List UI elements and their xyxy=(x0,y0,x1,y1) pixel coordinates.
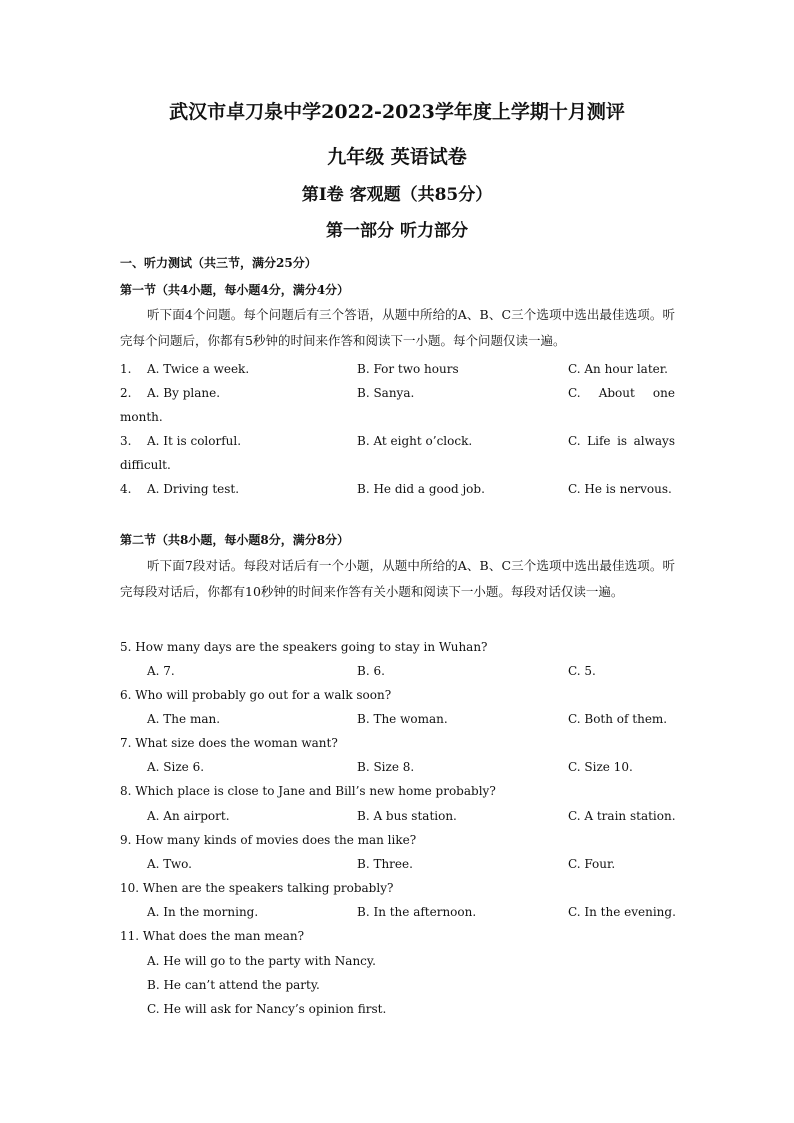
section2-instructions: 听下面7段对话。每段对话后有一个小题，从题中所给的A、B、C三个选项中选出最佳选项。听完每段对话后，你都有10秒钟的时间来作答有关小题和阅读下一小题。每段对话仅读一遍。 xyxy=(120,558,675,599)
option-b: B. In the afternoon. xyxy=(357,905,477,919)
listening-heading: 一、听力测试（共三节，满分25分） xyxy=(120,256,317,270)
part-title: 第一部分 听力部分 xyxy=(326,221,468,241)
section1-instructions: 听下面4个问题。每个问题后有三个答语，从题中所给的A、B、C三个选项中选出最佳选项。听完每个问题后，你都有5秒钟的时间来作答和阅读下一小题。每个问题仅读一遍。 xyxy=(120,307,675,348)
option-b: B. He did a good job. xyxy=(357,482,485,496)
question-11: 11. What does the man mean? xyxy=(120,929,305,943)
option-c: C. An hour later. xyxy=(568,362,668,376)
option-b: B. Three. xyxy=(357,857,413,871)
option-b: B. The woman. xyxy=(357,712,448,726)
option-a: A. Two. xyxy=(147,857,192,871)
question-number: 2. xyxy=(120,386,132,400)
option-a: A. In the morning. xyxy=(147,905,259,919)
question-item-2 xyxy=(120,386,675,410)
option-c: C. Four. xyxy=(568,857,616,871)
option-b: B. For two hours xyxy=(357,362,459,376)
option-a: A. 7. xyxy=(147,664,175,678)
options-row xyxy=(120,905,675,929)
option-c-continuation: month. xyxy=(120,410,163,424)
option-b: B. At eight o’clock. xyxy=(357,434,473,448)
question-5: 5. How many days are the speakers going to stay in Wuhan? xyxy=(120,640,488,654)
options-row xyxy=(120,712,675,736)
option-c-continuation: difficult. xyxy=(120,458,171,472)
option-b: B. 6. xyxy=(357,664,385,678)
question-8: 8. Which place is close to Jane and Bill’s new home probably? xyxy=(120,784,496,798)
option-c: C. He is nervous. xyxy=(568,482,672,496)
option-a: A. It is colorful. xyxy=(147,434,242,448)
volume-title: 第I卷 客观题（共85分） xyxy=(301,185,493,205)
option-a: A. He will go to the party with Nancy. xyxy=(147,954,376,968)
option-a: A. By plane. xyxy=(147,386,221,400)
option-b: B. He can’t attend the party. xyxy=(147,978,320,992)
question-item-1 xyxy=(120,362,675,386)
options-row xyxy=(120,809,675,833)
option-b: B. A bus station. xyxy=(357,809,457,823)
grade-title: 九年级 英语试卷 xyxy=(327,146,467,168)
option-a: A. Driving test. xyxy=(147,482,240,496)
option-a: A. An airport. xyxy=(147,809,230,823)
option-c: C. Life is always xyxy=(568,434,675,448)
option-c: C. In the evening. xyxy=(568,905,676,919)
option-c: C. About one xyxy=(568,386,675,400)
question-6: 6. Who will probably go out for a walk soon? xyxy=(120,688,392,702)
school-title: 武汉市卓刀泉中学2022-2023学年度上学期十月测评 xyxy=(169,101,625,123)
option-a: A. Size 6. xyxy=(147,760,205,774)
question-7: 7. What size does the woman want? xyxy=(120,736,338,750)
option-c: C. 5. xyxy=(568,664,596,678)
option-a: A. Twice a week. xyxy=(147,362,250,376)
option-c: C. A train station. xyxy=(568,809,676,823)
option-c: C. He will ask for Nancy’s opinion first. xyxy=(147,1002,387,1016)
question-number: 4. xyxy=(120,482,132,496)
option-c: C. Size 10. xyxy=(568,760,633,774)
options-row xyxy=(120,760,675,784)
section2-heading: 第二节（共8小题，每小题8分，满分8分） xyxy=(120,533,350,547)
question-number: 1. xyxy=(120,362,132,376)
option-a: A. The man. xyxy=(147,712,221,726)
option-c: C. Both of them. xyxy=(568,712,668,726)
question-item-3 xyxy=(120,434,675,458)
question-9: 9. How many kinds of movies does the man like? xyxy=(120,833,417,847)
question-number: 3. xyxy=(120,434,132,448)
option-b: B. Sanya. xyxy=(357,386,415,400)
options-row xyxy=(120,664,675,688)
options-row xyxy=(120,857,675,881)
question-10: 10. When are the speakers talking probably? xyxy=(120,881,394,895)
question-item-4 xyxy=(120,482,675,506)
section1-heading: 第一节（共4小题，每小题4分，满分4分） xyxy=(120,283,350,297)
option-b: B. Size 8. xyxy=(357,760,415,774)
